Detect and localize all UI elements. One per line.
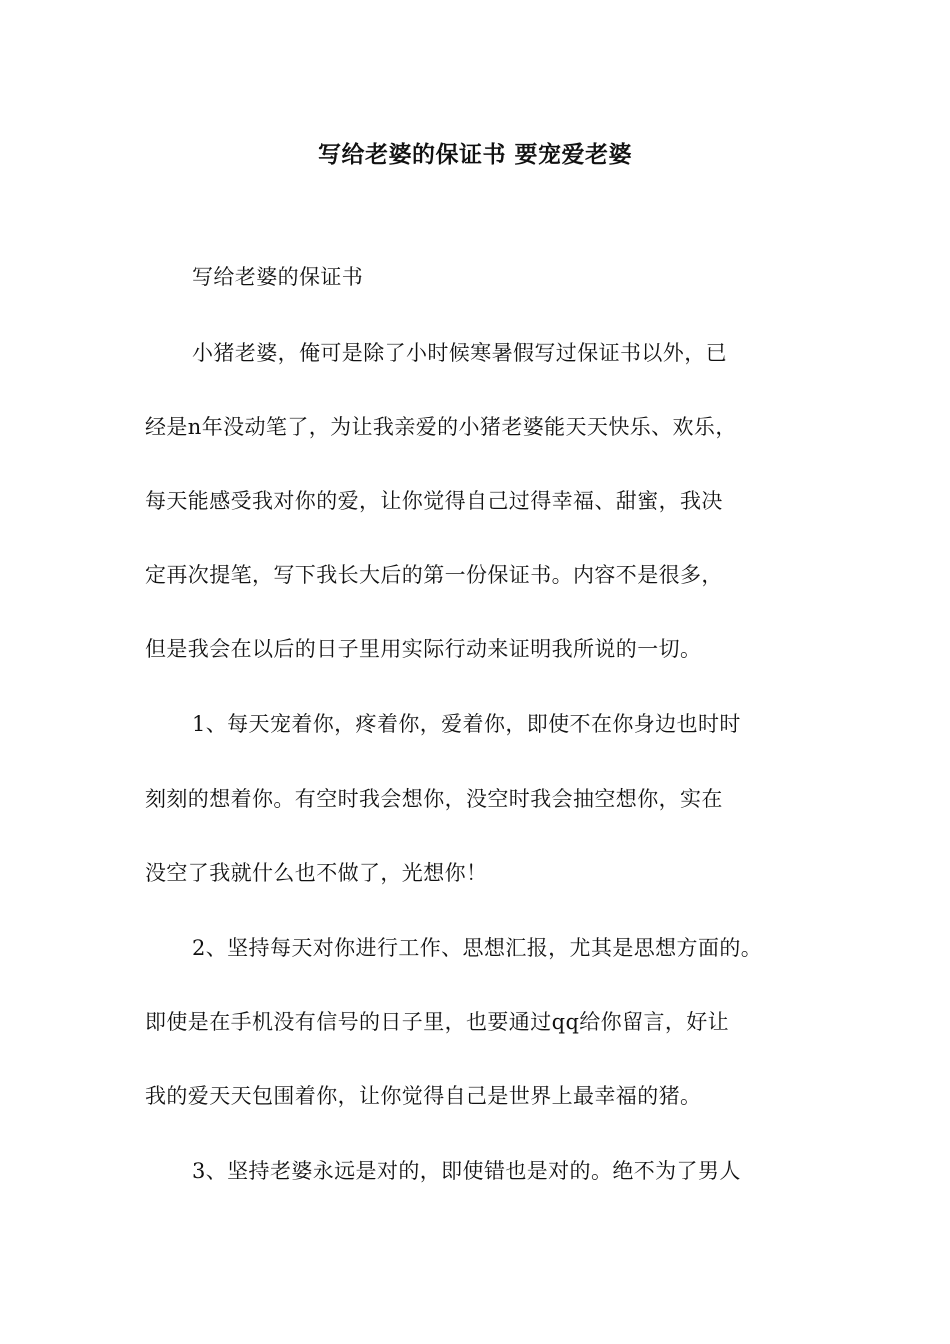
- paragraph-line: 我的爱天天包围着你，让你觉得自己是世界上最幸福的猪。: [145, 1084, 702, 1108]
- section-heading: 写给老婆的保证书: [192, 265, 364, 289]
- paragraph-line: 2、坚持每天对你进行工作、思想汇报，尤其是思想方面的。: [192, 936, 763, 960]
- paragraph-line: 但是我会在以后的日子里用实际行动来证明我所说的一切。: [145, 637, 702, 661]
- paragraph-line: 小猪老婆，俺可是除了小时候寒暑假写过保证书以外，已: [192, 341, 727, 365]
- paragraph-line: 没空了我就什么也不做了，光想你！: [145, 861, 488, 885]
- paragraph-line: 经是n年没动笔了，为让我亲爱的小猪老婆能天天快乐、欢乐，: [145, 415, 737, 439]
- paragraph-line: 每天能感受我对你的爱，让你觉得自己过得幸福、甜蜜，我决: [145, 489, 723, 513]
- paragraph-line: 刻刻的想着你。有空时我会想你，没空时我会抽空想你，实在: [145, 787, 723, 811]
- paragraph-line: 定再次提笔，写下我长大后的第一份保证书。内容不是很多，: [145, 563, 723, 587]
- document-title: 写给老婆的保证书 要宠爱老婆: [317, 141, 632, 168]
- paragraph-line: 3、坚持老婆永远是对的，即使错也是对的。绝不为了男人: [192, 1159, 741, 1183]
- paragraph-line: 1、每天宠着你，疼着你，爱着你，即使不在你身边也时时: [192, 712, 741, 736]
- paragraph-line: 即使是在手机没有信号的日子里，也要通过qq给你留言，好让: [145, 1010, 730, 1034]
